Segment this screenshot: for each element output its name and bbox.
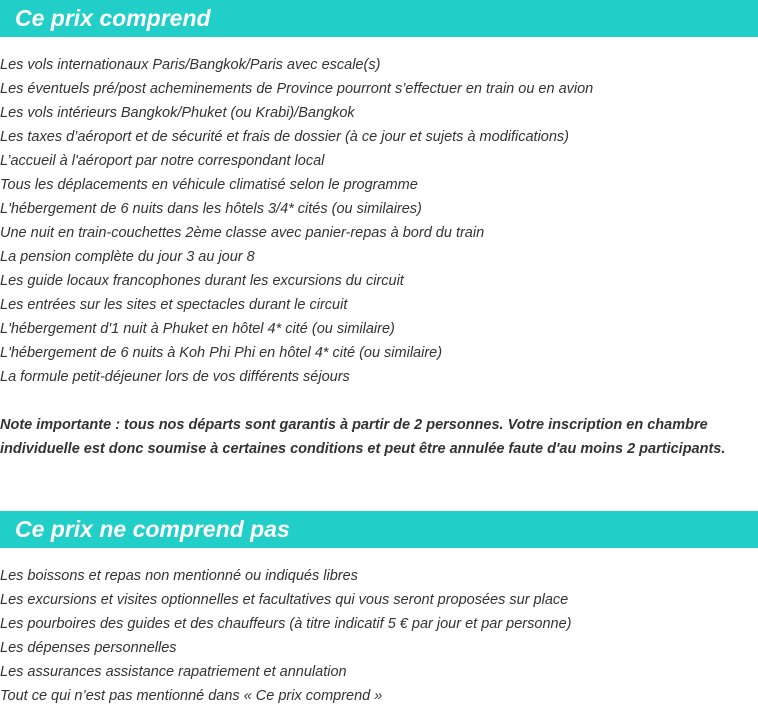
list-item: Une nuit en train-couchettes 2ème classe avec panier-repas à bord du train — [0, 225, 485, 241]
list-item: Les vols intérieurs Bangkok/Phuket (ou Krabi)/Bangkok — [0, 105, 355, 121]
list-item: Les dépenses personnelles — [0, 640, 177, 656]
list-item: Tous les déplacements en véhicule climatisé selon le programme — [0, 177, 418, 193]
list-item: L'hébergement d'1 nuit à Phuket en hôtel 4* cité (ou similaire) — [0, 321, 395, 337]
list-item: L’accueil à l'aéroport par notre correspondant local — [0, 153, 325, 169]
list-item: L'hébergement de 6 nuits à Koh Phi Phi en hôtel 4* cité (ou similaire) — [0, 345, 443, 361]
list-item: Les vols internationaux Paris/Bangkok/Paris avec escale(s) — [0, 57, 381, 73]
list-item: Les entrées sur les sites et spectacles durant le circuit — [0, 297, 348, 313]
list-item: L'hébergement de 6 nuits dans les hôtels 3/4* cités (ou similaires) — [0, 201, 422, 217]
excluded-section-header: Ce prix ne comprend pas — [0, 511, 758, 548]
included-section-header: Ce prix comprend — [0, 0, 758, 37]
list-item: Tout ce qui n’est pas mentionné dans « Ce prix comprend » — [0, 688, 383, 704]
list-item: La pension complète du jour 3 au jour 8 — [0, 249, 255, 265]
list-item: Les excursions et visites optionnelles et facultatives qui vous seront proposées sur place — [0, 592, 569, 608]
list-item: Les guide locaux francophones durant les excursions du circuit — [0, 273, 404, 289]
list-item: La formule petit-déjeuner lors de vos différents séjours — [0, 369, 350, 385]
list-item: Les taxes d’aéroport et de sécurité et frais de dossier (à ce jour et sujets à modifications) — [0, 129, 570, 145]
included-list — [0, 53, 593, 389]
list-item: Les boissons et repas non mentionné ou indiqués libres — [0, 568, 358, 584]
important-note: Note importante : tous nos départs sont garantis à partir de 2 personnes. Votre inscription en chambre individuelle est donc soumise à certaines conditions et peut être annulée faute d'au moins 2 participants. — [0, 417, 726, 457]
list-item: Les éventuels pré/post acheminements de Province pourront s’effectuer en train ou en avion — [0, 81, 594, 97]
list-item: Les pourboires des guides et des chauffeurs (à titre indicatif 5 € par jour et par personne) — [0, 616, 572, 632]
list-item: Les assurances assistance rapatriement et annulation — [0, 664, 347, 680]
excluded-list — [0, 564, 571, 708]
